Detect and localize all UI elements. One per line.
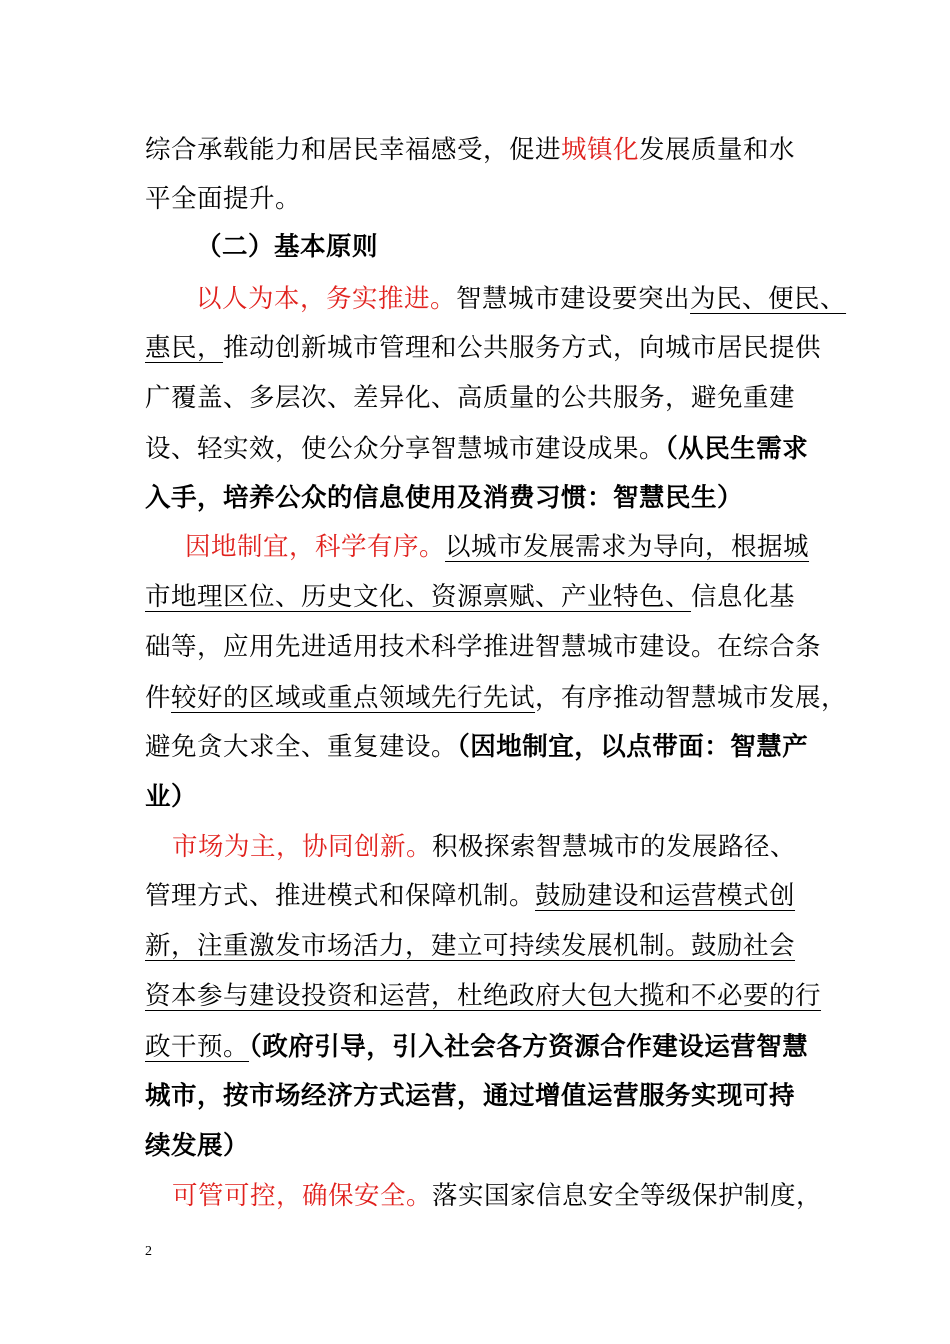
text-segment: ，有序推动智慧城市发展， <box>535 683 848 713</box>
text-line <box>145 481 845 515</box>
text-segment: 平全面提升。 <box>145 184 302 214</box>
text-segment: 发展质量和水 <box>639 135 796 165</box>
underlined-text: 较好的区域或重点领域先行先试 <box>171 683 536 713</box>
text-line <box>196 230 896 264</box>
text-line <box>196 282 896 316</box>
text-segment: 件 <box>145 683 172 713</box>
text-line <box>145 879 845 913</box>
underlined-text: 以城市发展需求为导向，根据城 <box>445 532 810 562</box>
principle-heading: 城镇化 <box>561 135 640 165</box>
text-segment: 信息化基 <box>691 582 796 612</box>
principle-heading: 可管可控，确保安全。 <box>172 1181 433 1211</box>
principle-heading: 以人为本，务实推进。 <box>196 284 457 314</box>
text-line <box>145 580 845 614</box>
underlined-text: 新，注重激发市场活力，建立可持续发展机制。鼓励社会 <box>145 931 796 961</box>
bold-annotation: 业） <box>145 782 198 812</box>
bold-annotation: （从民生需求 <box>665 434 809 464</box>
text-line <box>145 730 845 764</box>
text-line <box>145 780 845 814</box>
text-line <box>172 830 872 864</box>
bold-annotation: 续发展） <box>145 1131 250 1161</box>
text-line <box>145 979 845 1013</box>
underlined-text: 为民、便民、 <box>690 284 847 314</box>
text-line <box>145 1129 845 1163</box>
text-segment: 积极探索智慧城市的发展路径、 <box>432 832 797 862</box>
text-line <box>145 331 845 365</box>
text-segment: 广覆盖、多层次、差异化、高质量的公共服务，避免重建 <box>145 383 796 413</box>
text-line <box>145 133 845 167</box>
text-line <box>145 432 845 466</box>
underlined-text: 惠民， <box>145 333 224 363</box>
text-line <box>145 182 845 216</box>
bold-annotation: 城市，按市场经济方式运营，通过增值运营服务实现可持 <box>145 1081 796 1111</box>
text-line <box>145 681 848 715</box>
text-segment: 综合承载能力和居民幸福感受，促进 <box>145 135 562 165</box>
underlined-text: 市地理区位、历史文化、资源禀赋、产业特色、 <box>145 582 692 612</box>
text-line <box>145 381 845 415</box>
text-segment: 智慧城市建设要突出 <box>456 284 691 314</box>
text-line <box>145 1030 845 1064</box>
underlined-text: 政干预。 <box>145 1032 250 1062</box>
underlined-text: 鼓励建设和运营模式创 <box>535 881 796 911</box>
text-segment: 管理方式、推进模式和保障机制。 <box>145 881 536 911</box>
page-number: 2 <box>145 1244 152 1259</box>
text-line <box>185 530 885 564</box>
principle-heading: 市场为主，协同创新。 <box>172 832 433 862</box>
underlined-text: 资本参与建设投资和运营，杜绝政府大包大揽和不必要的行 <box>145 981 822 1011</box>
text-line <box>172 1179 872 1213</box>
text-segment: 避免贪大求全、重复建设。 <box>145 732 458 762</box>
text-segment: 设、轻实效，使公众分享智慧城市建设成果。 <box>145 434 666 464</box>
text-line <box>145 630 845 664</box>
bold-annotation: （二）基本原则 <box>196 232 379 262</box>
text-line <box>145 929 845 963</box>
principle-heading: 因地制宜，科学有序。 <box>185 532 446 562</box>
text-segment: 推动创新城市管理和公共服务方式，向城市居民提供 <box>223 333 822 363</box>
bold-annotation: （因地制宜，以点带面：智慧产 <box>457 732 809 762</box>
bold-annotation: 入手，培养公众的信息使用及消费习惯：智慧民生） <box>145 483 744 513</box>
bold-annotation: （政府引导，引入社会各方资源合作建设运营智慧 <box>249 1032 809 1062</box>
text-segment: 落实国家信息安全等级保护制度， <box>432 1181 823 1211</box>
text-segment: 础等，应用先进适用技术科学推进智慧城市建设。在综合条 <box>145 632 822 662</box>
text-line <box>145 1079 845 1113</box>
